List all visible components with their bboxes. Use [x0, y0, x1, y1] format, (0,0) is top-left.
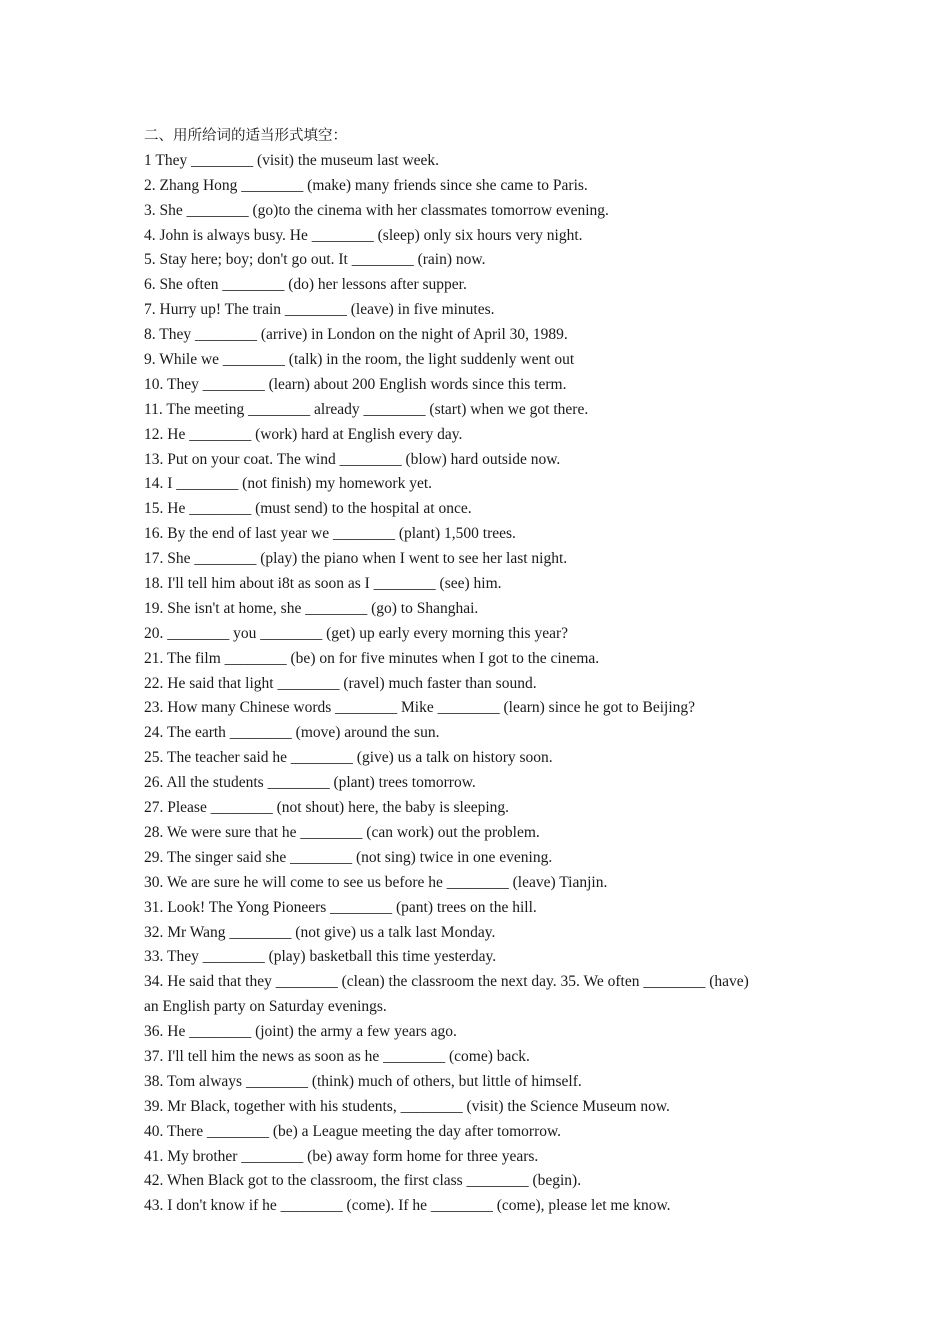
exercise-item: 9. While we ________ (talk) in the room, the light suddenly went out	[144, 351, 575, 369]
exercise-item: 26. All the students ________ (plant) trees tomorrow.	[144, 774, 476, 792]
section-heading: 二、用所给词的适当形式填空：	[144, 128, 347, 144]
exercise-item: 29. The singer said she ________ (not sing) twice in one evening.	[144, 848, 553, 866]
exercise-item: 13. Put on your coat. The wind ________ (blow) hard outside now.	[144, 450, 561, 468]
exercise-item: 33. They ________ (play) basketball this time yesterday.	[144, 948, 497, 966]
exercise-item: 4. John is always busy. He ________ (sleep) only six hours very night.	[144, 226, 583, 244]
exercise-item: 3. She ________ (go)to the cinema with her classmates tomorrow evening.	[144, 201, 609, 219]
exercise-item: 40. There ________ (be) a League meeting the day after tomorrow.	[144, 1122, 562, 1140]
exercise-item: 5. Stay here; boy; don't go out. It ________ (rain) now.	[144, 251, 486, 269]
exercise-item: 21. The film ________ (be) on for five minutes when I got to the cinema.	[144, 649, 600, 667]
exercise-item: 31. Look! The Yong Pioneers ________ (pant) trees on the hill.	[144, 898, 537, 916]
exercise-item: 24. The earth ________ (move) around the sun.	[144, 724, 440, 742]
exercise-item: 15. He ________ (must send) to the hospital at once.	[144, 500, 472, 518]
exercise-item: 43. I don't know if he ________ (come). If he ________ (come), please let me know.	[144, 1197, 671, 1215]
exercise-item: 11. The meeting ________ already ________ (start) when we got there.	[144, 400, 589, 418]
exercise-item: 28. We were sure that he ________ (can work) out the problem.	[144, 823, 540, 841]
exercise-item: 42. When Black got to the classroom, the first class ________ (begin).	[144, 1172, 582, 1190]
exercise-item: 39. Mr Black, together with his students, ________ (visit) the Science Museum now.	[144, 1097, 670, 1115]
exercise-item: 12. He ________ (work) hard at English every day.	[144, 425, 463, 443]
exercise-item: 16. By the end of last year we ________ (plant) 1,500 trees.	[144, 525, 516, 543]
exercise-item: 36. He ________ (joint) the army a few years ago.	[144, 1023, 457, 1041]
exercise-item: 23. How many Chinese words ________ Mike ________ (learn) since he got to Beijing?	[144, 699, 696, 717]
worksheet-page	[144, 124, 824, 1219]
exercise-item: 18. I'll tell him about i8t as soon as I ________ (see) him.	[144, 575, 502, 593]
exercise-item: 14. I ________ (not finish) my homework yet.	[144, 475, 433, 493]
exercise-item: 41. My brother ________ (be) away form home for three years.	[144, 1147, 539, 1165]
exercise-item: 7. Hurry up! The train ________ (leave) in five minutes.	[144, 301, 495, 319]
exercise-item: 2. Zhang Hong ________ (make) many friends since she came to Paris.	[144, 176, 588, 194]
exercise-item: an English party on Saturday evenings.	[144, 998, 387, 1016]
exercise-item: 30. We are sure he will come to see us before he ________ (leave) Tianjin.	[144, 873, 608, 891]
exercise-item: 20. ________ you ________ (get) up early every morning this year?	[144, 624, 569, 642]
exercise-item: 34. He said that they ________ (clean) the classroom the next day. 35. We often ________ (have)	[144, 973, 749, 991]
exercise-list	[144, 149, 824, 1219]
exercise-item: 8. They ________ (arrive) in London on the night of April 30, 1989.	[144, 326, 568, 344]
exercise-item: 22. He said that light ________ (ravel) much faster than sound.	[144, 674, 537, 692]
exercise-item: 32. Mr Wang ________ (not give) us a talk last Monday.	[144, 923, 496, 941]
exercise-item: 38. Tom always ________ (think) much of others, but little of himself.	[144, 1072, 582, 1090]
exercise-item: 6. She often ________ (do) her lessons after supper.	[144, 276, 467, 294]
exercise-item: 37. I'll tell him the news as soon as he ________ (come) back.	[144, 1047, 530, 1065]
exercise-item: 19. She isn't at home, she ________ (go) to Shanghai.	[144, 599, 479, 617]
exercise-item: 1 They ________ (visit) the museum last week.	[144, 151, 440, 169]
exercise-item: 17. She ________ (play) the piano when I went to see her last night.	[144, 550, 568, 568]
exercise-item: 10. They ________ (learn) about 200 English words since this term.	[144, 375, 567, 393]
exercise-item: 25. The teacher said he ________ (give) us a talk on history soon.	[144, 749, 553, 767]
exercise-item: 27. Please ________ (not shout) here, the baby is sleeping.	[144, 799, 510, 817]
